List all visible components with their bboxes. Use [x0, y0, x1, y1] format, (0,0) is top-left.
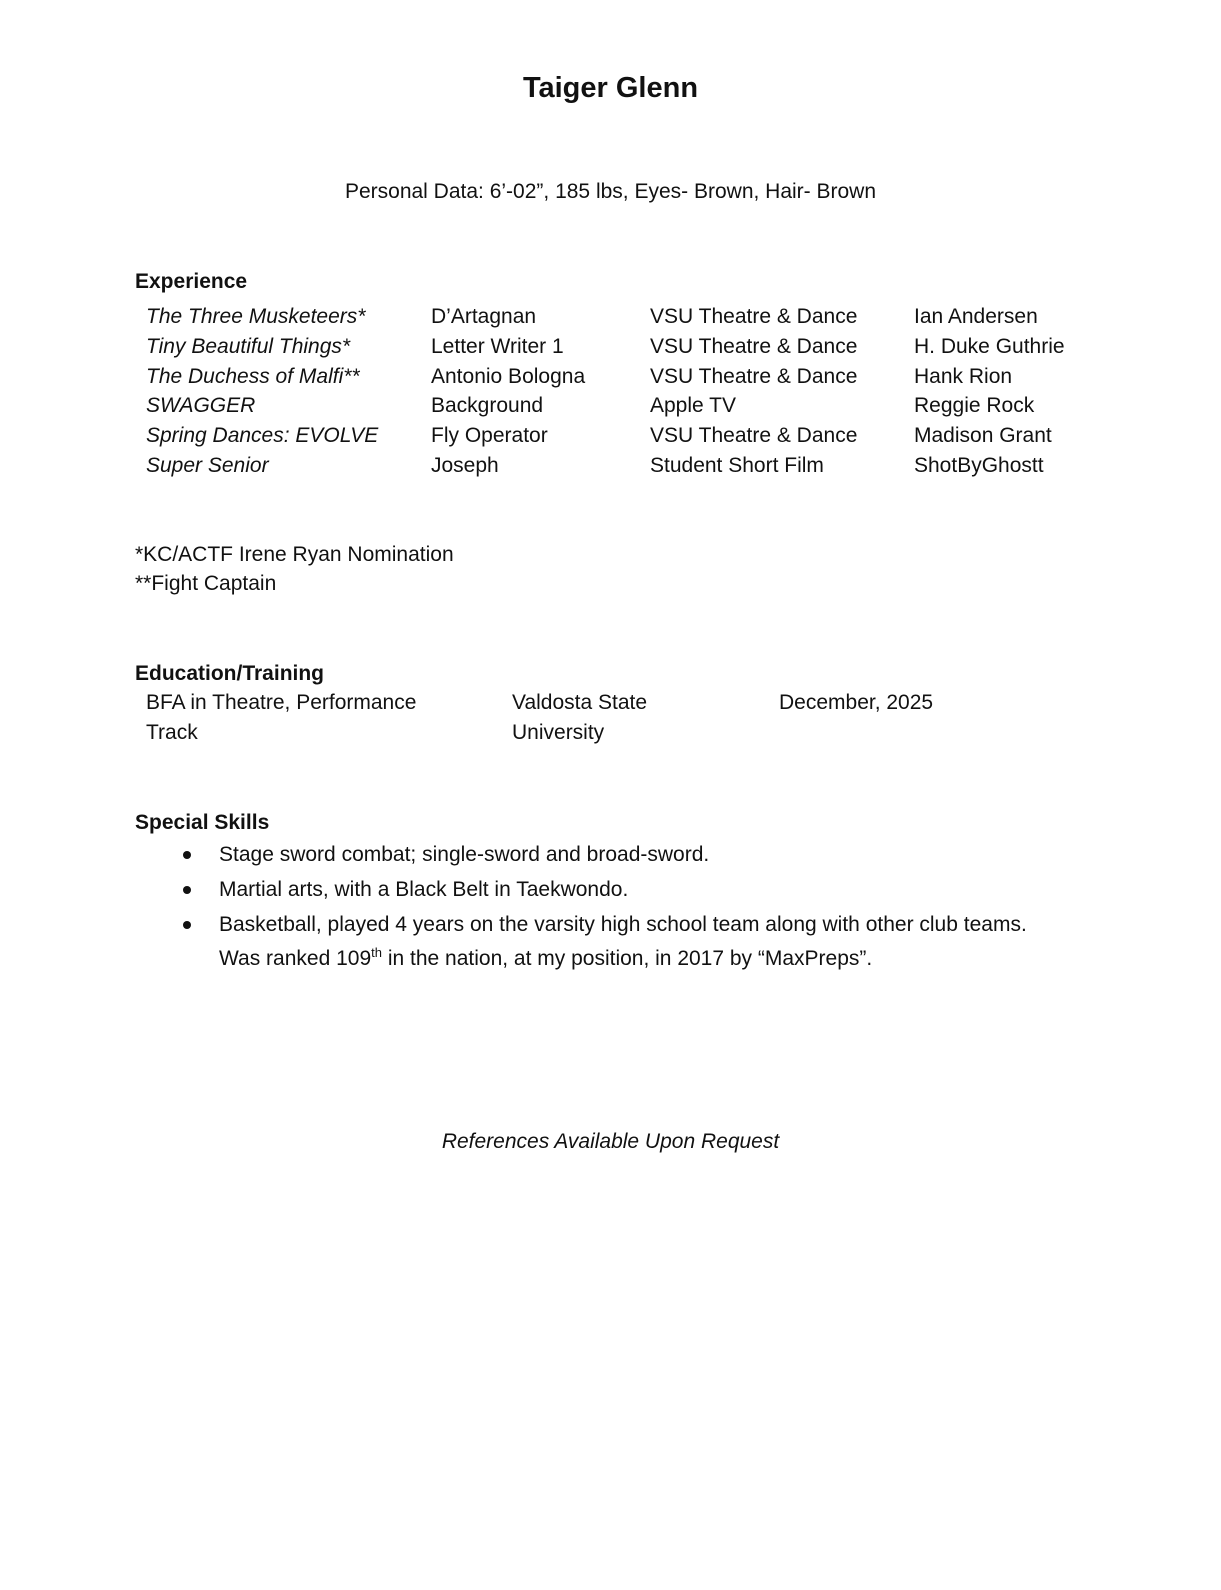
list-item	[183, 838, 1063, 872]
skill-text-part: in the nation, at my position, in 2017 by “MaxPreps”.	[381, 947, 873, 970]
role: Background	[431, 394, 544, 418]
experience-row	[146, 421, 1094, 451]
bullet-icon	[183, 921, 191, 929]
role: D’Artagnan	[431, 305, 537, 328]
references-note: References Available Upon Request	[441, 1130, 780, 1153]
resume-name: Taiger Glenn	[522, 72, 699, 104]
production-title: Super Senior	[146, 453, 269, 477]
list-item	[183, 908, 1063, 976]
experience-row	[146, 362, 1094, 392]
bullet-icon	[183, 851, 191, 859]
role: Fly Operator	[431, 424, 548, 448]
experience-row	[146, 391, 1094, 421]
personal-data: Personal Data: 6’-02”, 185 lbs, Eyes- Brown, Hair- Brown	[344, 180, 877, 203]
production-title: Spring Dances: EVOLVE	[146, 424, 379, 448]
fight-captain-note: **Fight Captain	[135, 572, 277, 595]
director: Ian Andersen	[914, 305, 1038, 328]
skill-text-part: Basketball, played 4 years on the varsity high school team along with other club teams. Was ranked 109	[219, 913, 1027, 970]
company: VSU Theatre & Dance	[650, 424, 858, 448]
school-line-1: Valdosta State	[512, 691, 648, 714]
director: Madison Grant	[914, 424, 1052, 448]
company: VSU Theatre & Dance	[650, 334, 858, 358]
director: H. Duke Guthrie	[914, 334, 1065, 358]
director: Hank Rion	[914, 364, 1013, 388]
bullet-icon	[183, 886, 191, 894]
skills-list	[183, 838, 1063, 977]
role: Antonio Bologna	[431, 364, 586, 388]
school-line-2: University	[512, 721, 605, 744]
degree-line-1: BFA in Theatre, Performance	[146, 691, 417, 714]
skill-text: Stage sword combat; single-sword and broad-sword.	[219, 843, 710, 866]
production-title: Tiny Beautiful Things*	[146, 334, 351, 358]
production-title: The Three Musketeers*	[146, 305, 366, 328]
degree-line-2: Track	[146, 721, 198, 744]
production-title: SWAGGER	[146, 394, 256, 418]
director: Reggie Rock	[914, 394, 1035, 418]
experience-table	[146, 302, 1094, 481]
experience-row	[146, 302, 1094, 332]
company: VSU Theatre & Dance	[650, 364, 858, 388]
company: Apple TV	[650, 394, 736, 418]
experience-row	[146, 451, 1094, 481]
experience-heading: Experience	[135, 270, 248, 293]
graduation-date: December, 2025	[779, 691, 934, 714]
skills-heading: Special Skills	[135, 811, 270, 834]
company: VSU Theatre & Dance	[650, 305, 858, 328]
experience-row	[146, 332, 1094, 362]
education-heading: Education/Training	[135, 662, 325, 685]
skill-text	[219, 908, 1063, 976]
company: Student Short Film	[650, 453, 824, 477]
ordinal-suffix: th	[371, 945, 382, 960]
director: ShotByGhostt	[914, 453, 1044, 477]
role: Joseph	[431, 453, 499, 477]
list-item	[183, 873, 1063, 907]
role: Letter Writer 1	[431, 334, 564, 358]
nomination-note: *KC/ACTF Irene Ryan Nomination	[135, 543, 454, 566]
skill-text: Martial arts, with a Black Belt in Taekwondo.	[219, 878, 629, 901]
production-title: The Duchess of Malfi**	[146, 364, 360, 388]
